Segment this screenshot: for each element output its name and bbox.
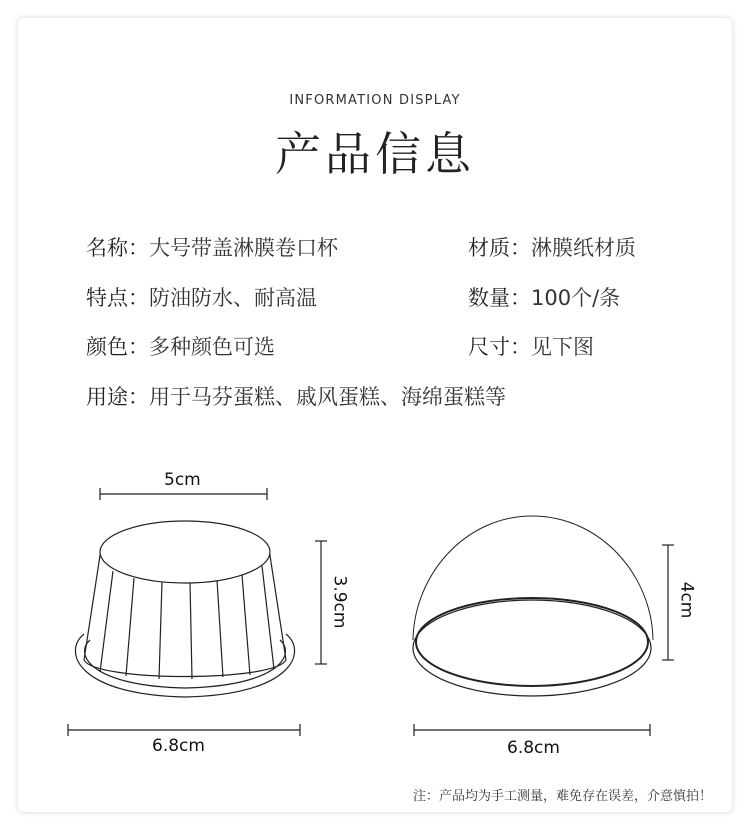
spec-value: 100个/条 (531, 286, 621, 310)
lid-width-label: 6.8cm (507, 738, 560, 758)
lid-height-dimension-line (662, 545, 674, 660)
spec-value: 多种颜色可选 (149, 335, 275, 359)
spec-label: 尺寸： (468, 335, 531, 359)
lid-illustration (413, 516, 653, 696)
page-title: 产品信息 (275, 127, 475, 181)
lid-width-dimension-line (414, 724, 650, 736)
spec-label: 材质： (468, 236, 531, 260)
spec-label: 颜色： (86, 335, 149, 359)
measurement-footnote: 注：产品均为手工测量，难免存在误差，介意慎拍！ (412, 789, 712, 804)
spec-label: 名称： (86, 236, 149, 260)
spec-label: 用途： (86, 385, 149, 409)
spec-value: 防油防水、耐高温 (149, 286, 317, 310)
cup-bottom-dimension-line (68, 724, 300, 736)
section-eyebrow: INFORMATION DISPLAY (289, 93, 461, 108)
spec-value: 淋膜纸材质 (531, 236, 636, 260)
cup-height-dimension-line (315, 541, 327, 664)
cup-top-label: 5cm (164, 470, 201, 490)
spec-value: 大号带盖淋膜卷口杯 (149, 236, 338, 260)
spec-value: 见下图 (531, 335, 594, 359)
lid-height-label: 4cm (676, 581, 697, 619)
cup-bottom-label: 6.8cm (152, 736, 205, 756)
spec-label: 特点： (86, 286, 149, 310)
spec-value: 用于马芬蛋糕、戚风蛋糕、海绵蛋糕等 (149, 385, 506, 409)
cup-height-label: 3.9cm (329, 575, 350, 629)
baking-cup-illustration (75, 521, 294, 697)
spec-label: 数量： (468, 286, 531, 310)
